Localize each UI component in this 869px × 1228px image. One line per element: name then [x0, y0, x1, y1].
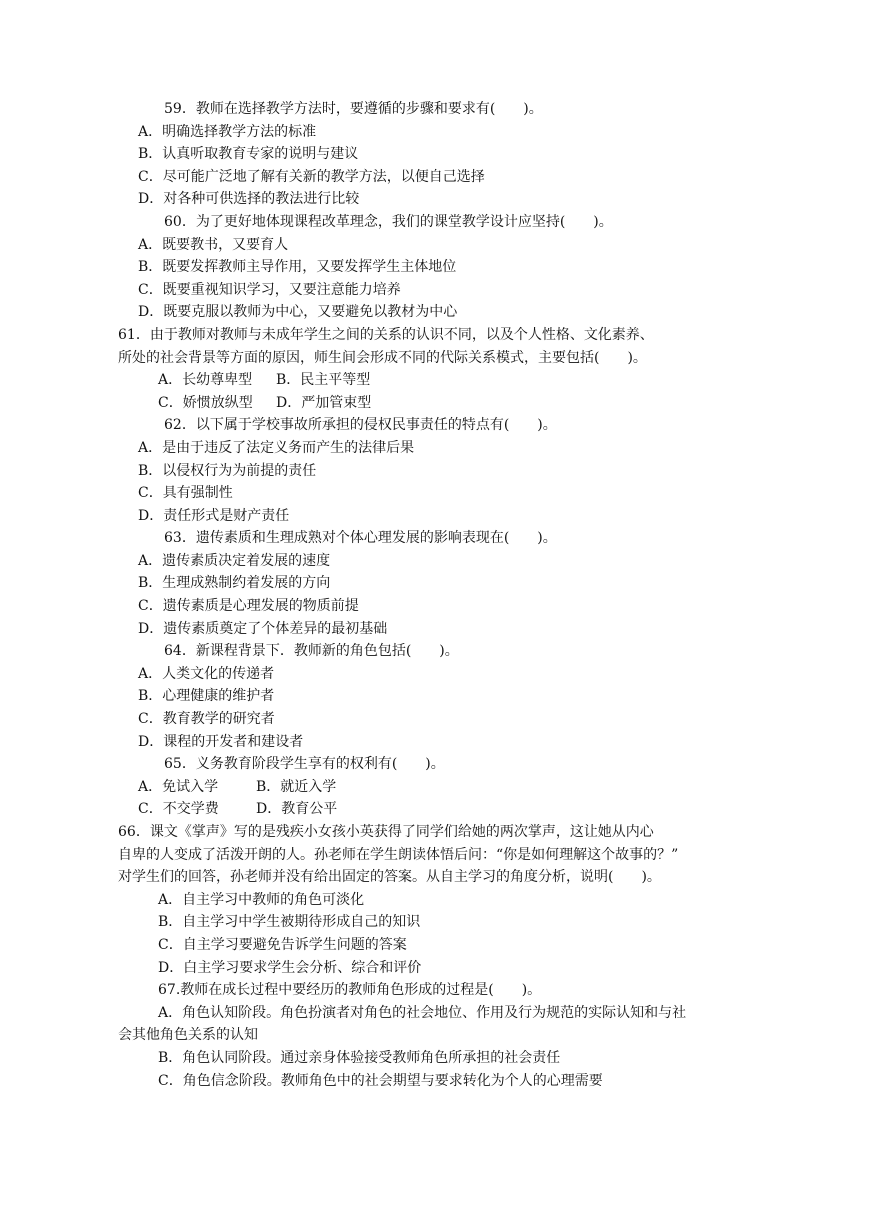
question-65-option-a: A．免试入学: [138, 778, 219, 795]
question-65-options-row2: [138, 798, 744, 821]
question-61-stem-line1: 61．由于教师对教师与未成年学生之间的关系的认识不同，以及个人性格、文化素养、: [118, 326, 654, 343]
question-61-option-b: B．民主平等型: [276, 372, 371, 389]
question-64-stem: 64．新课程背景下．教师新的角色包括( )。: [164, 643, 459, 660]
question-66-stem-line3: 对学生们的回答，孙老师并没有给出固定的答案。从自主学习的角度分析，说明( )。: [118, 869, 661, 886]
question-59-option-a: A．明确选择教学方法的标准: [138, 123, 317, 140]
question-65-option-b: B．就近入学: [256, 778, 337, 795]
question-63-option-c: C．遗传素质是心理发展的物质前提: [138, 598, 359, 615]
question-66-stem-line2: 自卑的人变成了活泼开朗的人。孙老师在学生朗读体悟后问：“你是如何理解这个故事的？”: [118, 846, 679, 863]
question-60-option-c: C．既要重视知识学习，又要注意能力培养: [138, 281, 401, 298]
question-67-stem: 67.教师在成长过程中要经历的教师角色形成的过程是( )。: [158, 982, 542, 999]
question-61-stem-line2: 所处的社会背景等方面的原因，师生间会形成不同的代际关系模式，主要包括( )。: [118, 349, 647, 366]
question-67-option-c: C．角色信念阶段。教师角色中的社会期望与要求转化为个人的心理需要: [158, 1072, 603, 1089]
question-64-option-b: B．心理健康的维护者: [138, 688, 275, 705]
question-63-option-a: A．遗传素质决定着发展的速度: [138, 552, 331, 569]
question-61-options-row2: [138, 392, 744, 415]
question-65-stem: 65．义务教育阶段学生享有的权利有( )。: [164, 756, 445, 773]
question-59-option-d: D．对各种可供选择的教法进行比较: [138, 191, 360, 208]
question-62-option-b: B．以侵权行为为前提的责任: [138, 462, 317, 479]
question-67-option-b: B．角色认同阶段。通过亲身体验接受教师角色所承担的社会责任: [158, 1049, 561, 1066]
question-62-option-a: A．是由于违反了法定义务而产生的法律后果: [138, 439, 415, 456]
question-59-option-b: B．认真听取教育专家的说明与建议: [138, 146, 359, 163]
question-61-option-d: D．严加管束型: [276, 394, 372, 411]
question-61-option-a: A．长幼尊卑型: [158, 372, 253, 389]
question-66-option-c: C．自主学习要避免告诉学生问题的答案: [158, 936, 407, 953]
question-64-option-d: D．课程的开发者和建设者: [138, 733, 304, 750]
question-65-option-c: C．不交学费: [138, 801, 219, 818]
question-63-option-b: B．生理成熟制约着发展的方向: [138, 575, 331, 592]
question-60-stem: 60．为了更好地体现课程改革理念，我们的课堂教学设计应坚持( )。: [164, 213, 613, 230]
question-67-option-a-line2: 会其他角色关系的认知: [118, 1027, 258, 1044]
question-60-option-d: D．既要克服以教师为中心，又要避免以教材为中心: [138, 304, 458, 321]
question-60-option-a: A．既要教书，又要育人: [138, 236, 289, 253]
question-66-option-b: B．自主学习中学生被期待形成自己的知识: [158, 914, 421, 931]
question-59-option-c: C．尽可能广泛地了解有关新的教学方法，以便自己选择: [138, 168, 485, 185]
question-66-stem-line1: 66．课文《掌声》写的是残疾小女孩小英获得了同学们给她的两次掌声，这让她从内心: [118, 824, 654, 840]
question-list: [118, 98, 744, 1092]
question-65-option-d: D．教育公平: [256, 801, 338, 818]
question-64-option-a: A．人类文化的传递者: [138, 665, 275, 682]
question-59-stem: 59．教师在选择教学方法时，要遵循的步骤和要求有( )。: [164, 101, 543, 117]
question-60-option-b: B．既要发挥教师主导作用，又要发挥学生主体地位: [138, 259, 457, 276]
question-63-stem: 63．遗传素质和生理成熟对个体心理发展的影响表现在( )。: [164, 530, 557, 547]
question-62-option-d: D．责任形式是财产责任: [138, 507, 290, 524]
question-67-option-a-line1: A．角色认知阶段。角色扮演者对角色的社会地位、作用及行为规范的实际认知和与社: [158, 1004, 687, 1021]
question-62-stem: 62．以下属于学校事故所承担的侵权民事责任的特点有( )。: [164, 417, 557, 434]
question-65-options-row1: [138, 776, 744, 799]
question-64-option-c: C．教育教学的研究者: [138, 711, 275, 728]
question-66-option-d: D．白主学习要求学生会分析、综合和评价: [158, 959, 422, 976]
question-66-option-a: A．自主学习中教师的角色可淡化: [158, 891, 365, 908]
question-63-option-d: D．遗传素质奠定了个体差异的最初基础: [138, 620, 388, 637]
question-62-option-c: C．具有强制性: [138, 485, 233, 502]
question-61-options-row1: [138, 369, 744, 392]
question-61-option-c: C．娇惯放纵型: [158, 394, 253, 411]
